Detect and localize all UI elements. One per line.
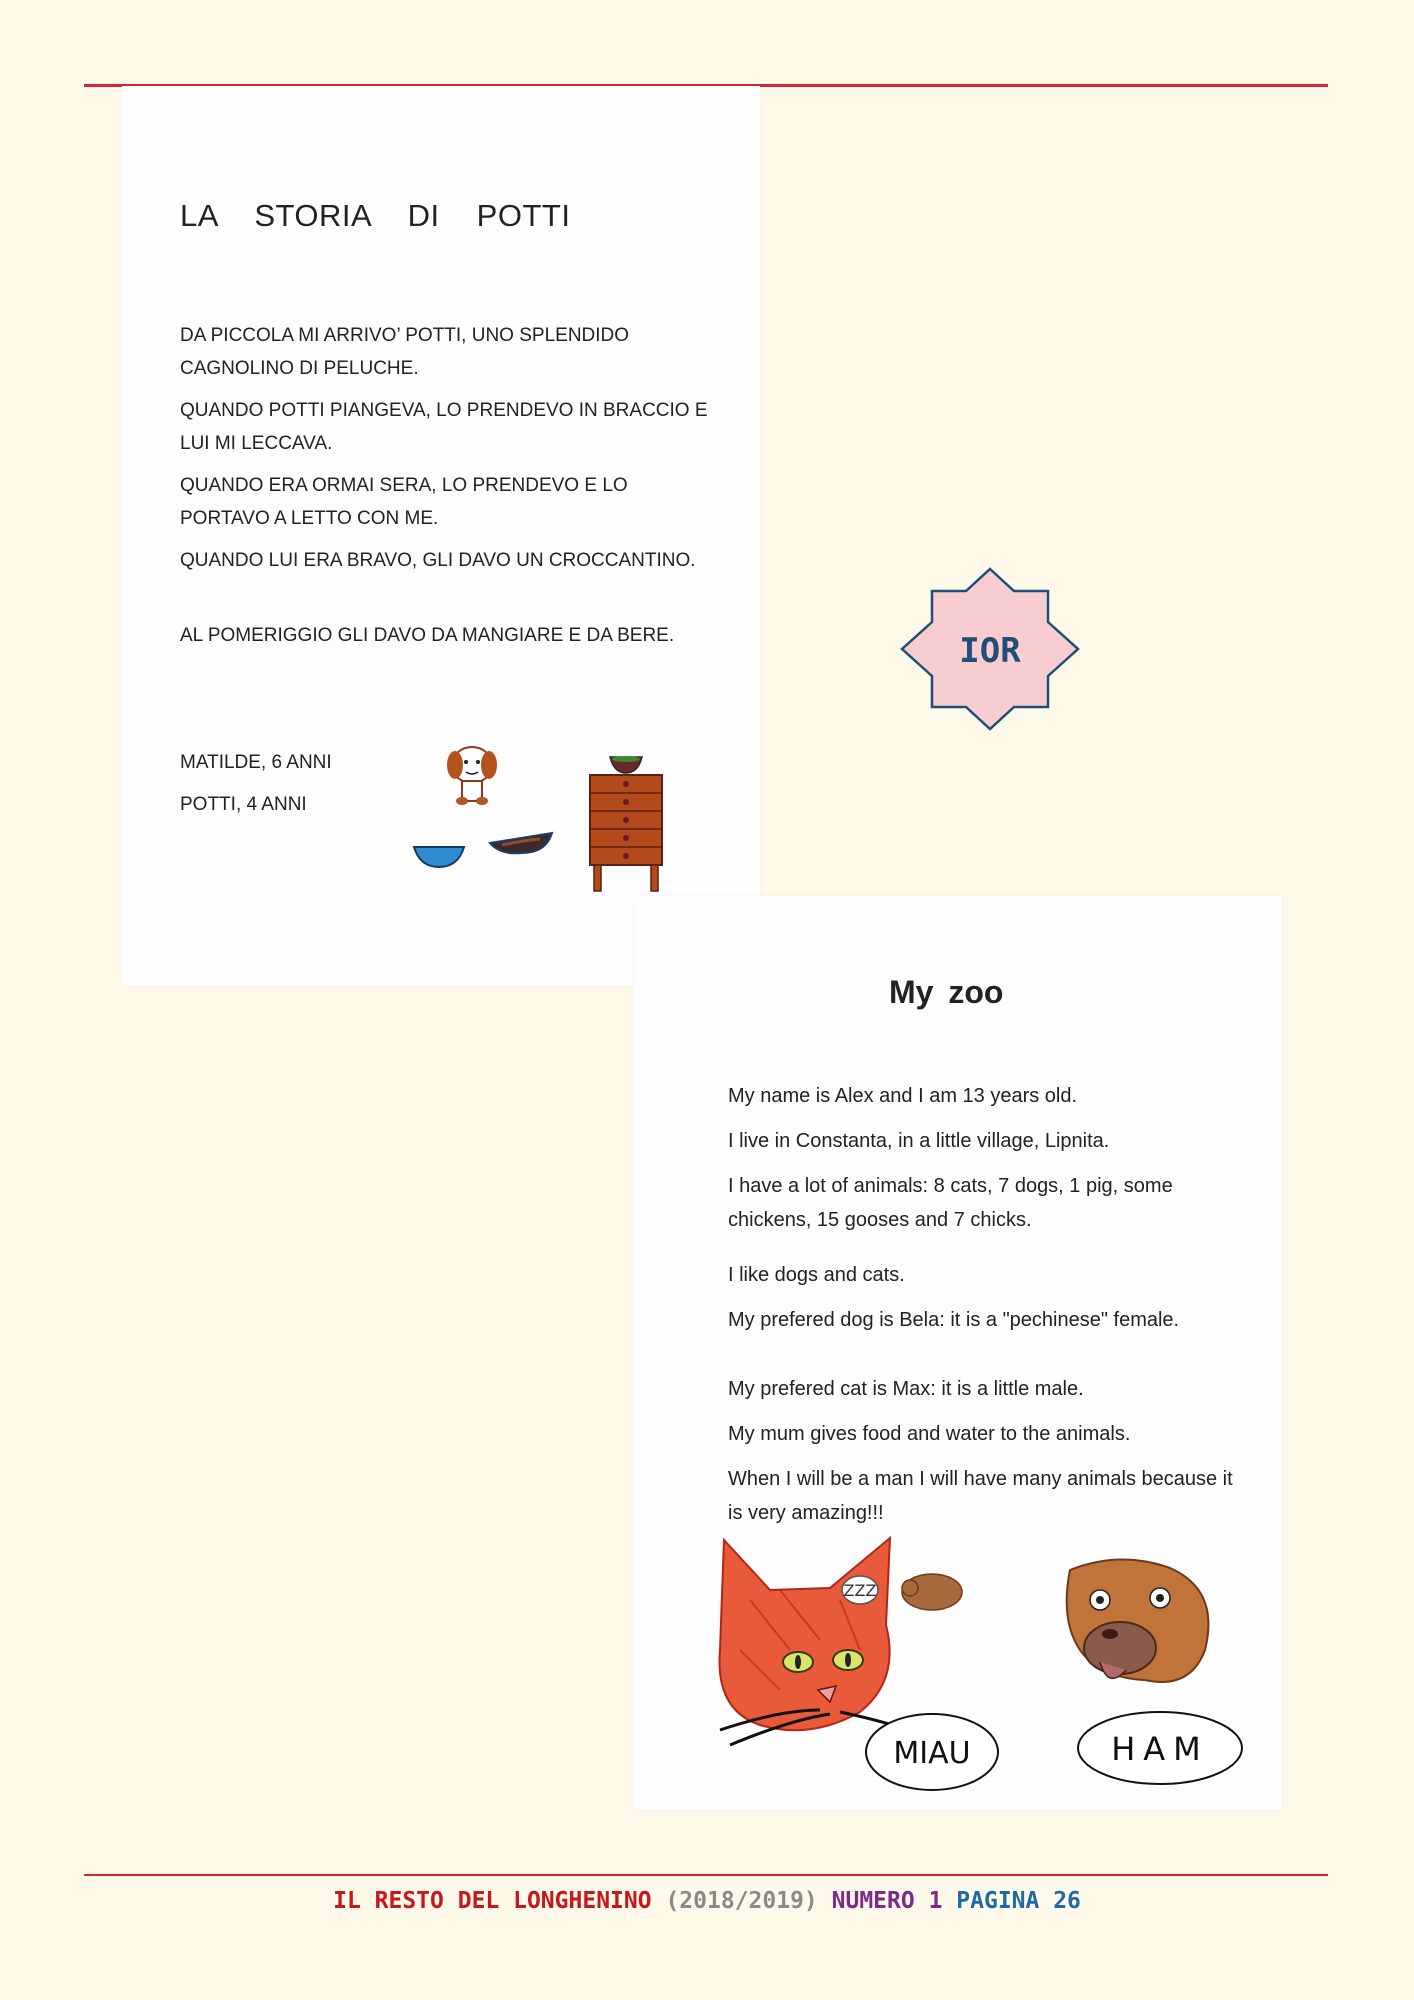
my-zoo-title: My zoo [889,974,1004,1010]
brown-bowl-icon [490,833,552,853]
blue-bowl-icon [414,847,464,867]
dog-sound: HAM [1111,1730,1209,1768]
potti-paragraph: QUANDO POTTI PIANGEVA, LO PRENDEVO IN BRACCIO E LUI MI LECCAVA. [180,400,708,454]
zoo-paragraph: My mum gives food and water to the animals. [728,1423,1131,1445]
footer-issue: NUMERO 1 [831,1888,943,1914]
zoo-paragraph: I live in Constanta, in a little village, Lipnita. [728,1130,1110,1152]
zoo-paragraph: My prefered dog is Bela: it is a "pechinese" female. [728,1309,1180,1331]
dog-icon [1067,1559,1209,1682]
sleep-text: ZZZ [843,1581,877,1600]
zoo-paragraph: I have a lot of animals: 8 cats, 7 dogs, 1 pig, some chickens, 15 gooses and 7 chicks. [728,1175,1173,1231]
zoo-drawing [660,1530,1280,1810]
signature-author: MATILDE, 6 ANNI [180,752,332,773]
dresser-icon [590,756,662,891]
footer [0,1888,1414,1914]
zoo-paragraph: When I will be a man I will have many animals because it is very amazing!!! [728,1468,1233,1524]
badge-label: IOR [959,631,1021,671]
potti-paragraph: QUANDO LUI ERA BRAVO, GLI DAVO UN CROCCANTINO. [180,550,696,571]
cat-sound: MIAU [893,1736,971,1771]
puppy-icon [447,747,497,805]
ior-badge [898,567,1082,731]
potti-title: LA STORIA DI POTTI [180,198,571,233]
footer-page: PAGINA 26 [956,1888,1081,1914]
speech-bubble-dog [1078,1712,1242,1784]
potti-paragraph: AL POMERIGGIO GLI DAVO DA MANGIARE E DA BERE. [180,625,675,646]
potti-paragraph: DA PICCOLA MI ARRIVO’ POTTI, UNO SPLENDIDO CAGNOLINO DI PELUCHE. [180,325,630,379]
footer-year: (2018/2019) [665,1888,818,1914]
bottom-rule [84,1874,1328,1876]
sleeping-animal-icon [842,1574,962,1610]
potti-paragraph: QUANDO ERA ORMAI SERA, LO PRENDEVO E LO PORTAVO A LETTO CON ME. [180,475,628,529]
cat-icon [720,1538,911,1745]
speech-bubble-cat [866,1714,998,1790]
zoo-paragraph: My prefered cat is Max: it is a little male. [728,1378,1084,1400]
signature-dog: POTTI, 4 ANNI [180,794,307,815]
puppy-drawing [410,735,700,905]
zoo-paragraph: My name is Alex and I am 13 years old. [728,1085,1078,1107]
footer-publication-name: IL RESTO DEL LONGHENINO [333,1888,652,1914]
zoo-paragraph: I like dogs and cats. [728,1264,905,1286]
